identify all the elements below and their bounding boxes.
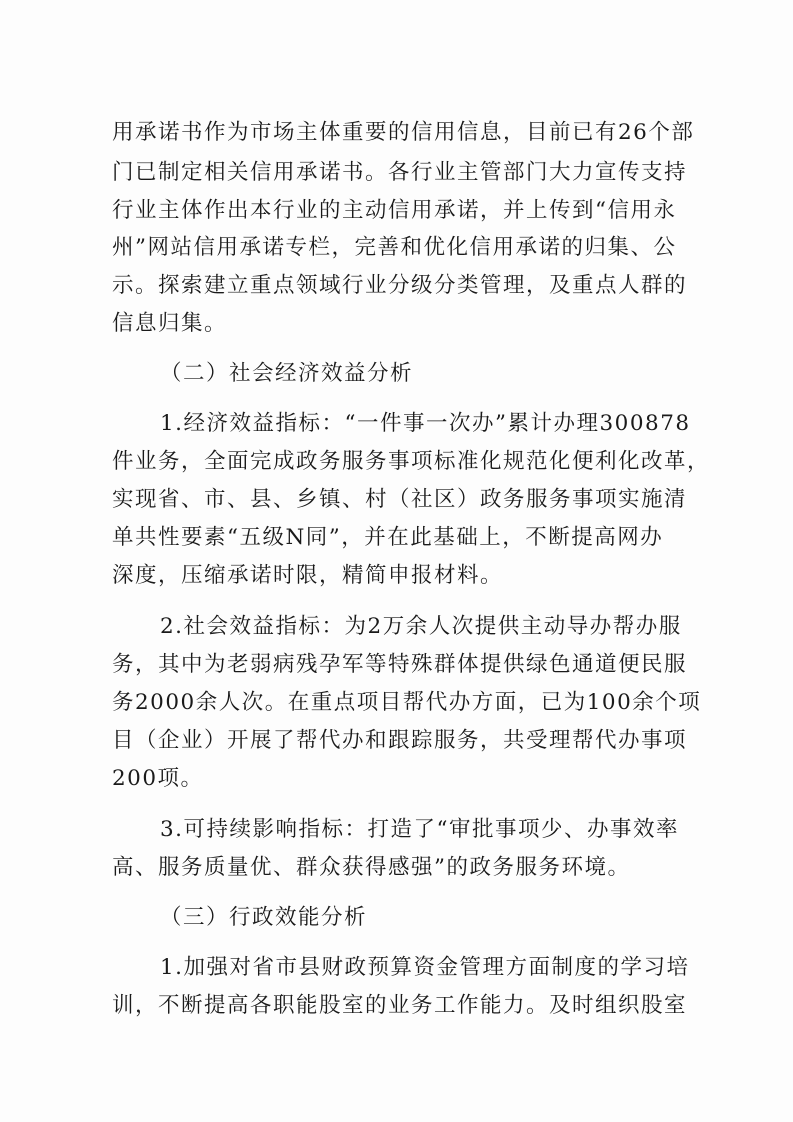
paragraph-line: 1.经济效益指标：“一件事一次办”累计办理300878 [160, 411, 691, 436]
section-heading: （二）社会经济效益分析 [160, 361, 414, 386]
paragraph-line: 训，不断提高各职能股室的业务工作能力。及时组织股室 [112, 993, 688, 1018]
paragraph-line: 深度，压缩承诺时限，精简申报材料。 [112, 563, 504, 588]
paragraph-line: 高、服务质量优、群众获得感强”的政务服务环境。 [112, 855, 631, 880]
paragraph-line: 信息归集。 [112, 311, 228, 336]
paragraph-line: 行业主体作出本行业的主动信用承诺，并上传到“信用永 [112, 198, 677, 223]
paragraph-line: 示。探索建立重点领域行业分级分类管理，及重点人群的 [112, 273, 688, 298]
paragraph-line: 州”网站信用承诺专栏，完善和优化信用承诺的归集、公 [112, 235, 677, 260]
paragraph-line: 1.加强对省市县财政预算资金管理方面制度的学习培 [160, 955, 690, 980]
paragraph-line: 门已制定相关信用承诺书。各行业主管部门大力宣传支持 [112, 160, 688, 185]
paragraph-line: 单共性要素“五级N同”，并在此基础上，不断提高网办 [112, 525, 664, 550]
paragraph-line: 务，其中为老弱病残孕军等特殊群体提供绿色通道便民服 [112, 652, 688, 677]
paragraph-line: 实现省、市、县、乡镇、村（社区）政务服务事项实施清 [112, 487, 688, 512]
paragraph-line: 目（企业）开展了帮代办和跟踪服务，共受理帮代办事项 [112, 728, 688, 753]
paragraph-line: 用承诺书作为市场主体重要的信用信息，目前已有26个部 [112, 120, 695, 145]
paragraph-line: 务2000余人次。在重点项目帮代办方面，已为100余个项 [112, 690, 702, 715]
paragraph-line: 200项。 [112, 766, 204, 791]
paragraph-line: 件业务，全面完成政务服务事项标准化规范化便利化改革， [112, 449, 711, 474]
paragraph-line: 2.社会效益指标：为2万余人次提供主动导办帮办服 [160, 614, 682, 639]
paragraph-line: 3.可持续影响指标：打造了“审批事项少、办事效率 [160, 817, 680, 842]
section-heading: （三）行政效能分析 [160, 905, 368, 930]
